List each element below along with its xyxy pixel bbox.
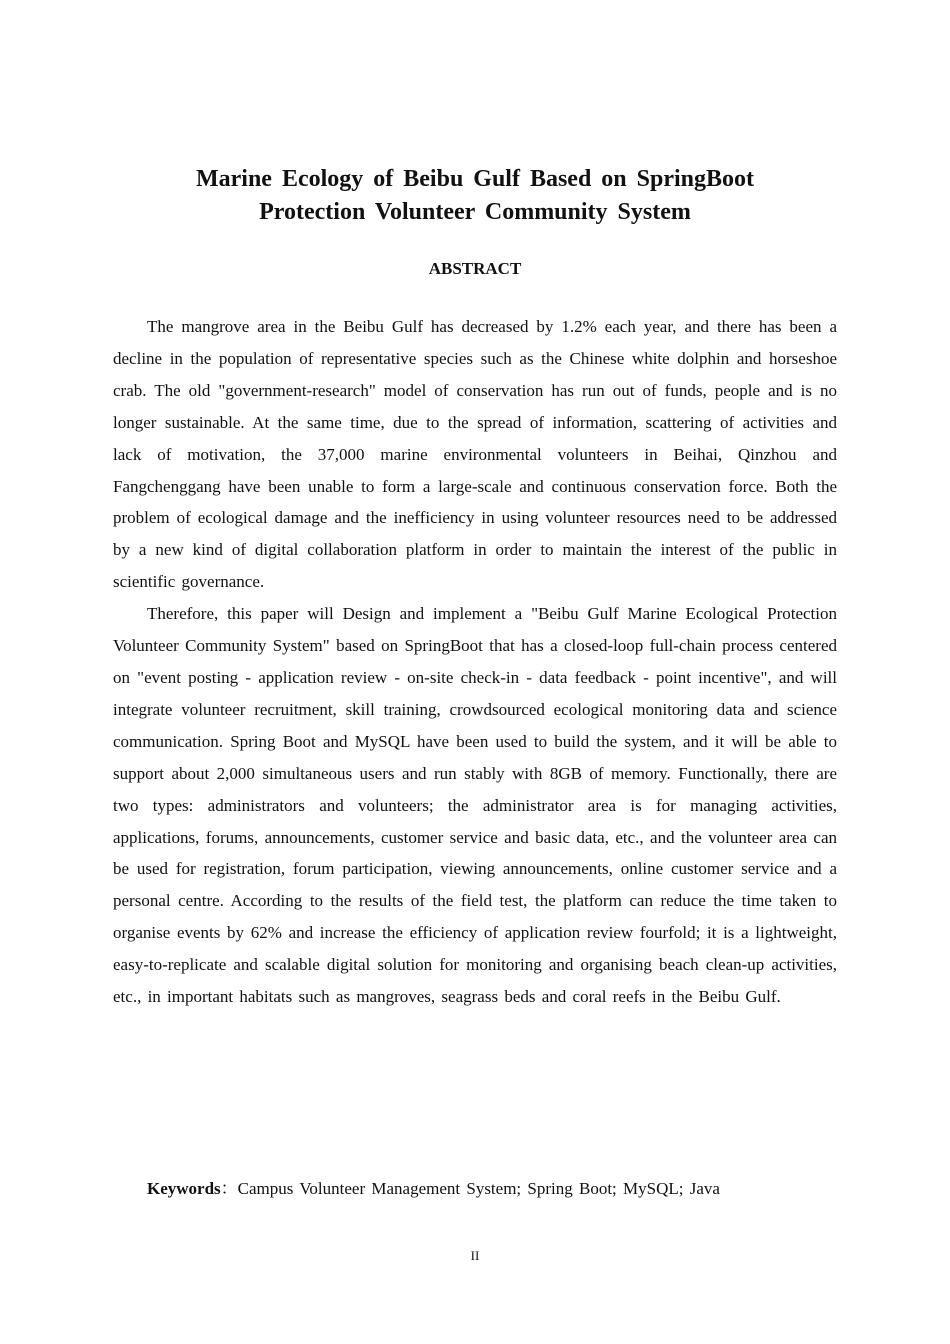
keywords-label: Keywords xyxy=(147,1179,221,1198)
keywords-text: Campus Volunteer Management System; Spring Boot; MySQL; Java xyxy=(237,1179,720,1198)
paper-title-line-1: Marine Ecology of Beibu Gulf Based on SpringBoot xyxy=(195,166,755,192)
page-number: II xyxy=(470,1248,480,1263)
paper-title xyxy=(113,163,837,229)
keywords-line xyxy=(113,1175,837,1203)
abstract-paragraph-2: Therefore, this paper will Design and implement a "Beibu Gulf Marine Ecological Protection Volunteer Community System" based on SpringBoot that has a closed-loop full-chain process centered on "event posting - application review - on-site check-in - data feedback - point incentive", and will integrate volunteer recruitment, skill training, crowdsourced ecological monitoring data and science communication. Spring Boot and MySQL have been used to build the system, and it will be able to support about 2,000 simultaneous users and run stably with 8GB of memory. Functionally, there are two types: administrators and volunteers; the administrator area is for managing activities, applications, forums, announcements, customer service and basic data, etc., and the volunteer area can be used for registration, forum participation, viewing announcements, online customer service and a personal centre. According to the results of the field test, the platform can reduce the time taken to organise events by 62% and increase the efficiency of application review fourfold; it is a lightweight, easy-to-replicate and scalable digital solution for monitoring and organising beach clean-up activities, etc., in important habitats such as mangroves, seagrass beds and coral reefs in the Beibu Gulf. xyxy=(113,604,837,1007)
abstract-body xyxy=(113,311,837,1013)
abstract-heading: ABSTRACT xyxy=(428,259,522,278)
keywords-separator: ： xyxy=(220,1179,238,1198)
paper-title-line-2: Protection Volunteer Community System xyxy=(259,199,691,225)
abstract-paragraph-1: The mangrove area in the Beibu Gulf has decreased by 1.2% each year, and there has been a decline in the population of representative species such as the Chinese white dolphin and horseshoe crab. The old "government-research" model of conservation has run out of funds, people and is no longer sustainable. At the same time, due to the spread of information, scattering of activities and lack of motivation, the 37,000 marine environmental volunteers in Beihai, Qinzhou and Fangchenggang have been unable to form a large-scale and continuous conservation force. Both the problem of ecological damage and the inefficiency in using volunteer resources need to be addressed by a new kind of digital collaboration platform in order to maintain the interest of the public in scientific governance. xyxy=(113,317,837,592)
